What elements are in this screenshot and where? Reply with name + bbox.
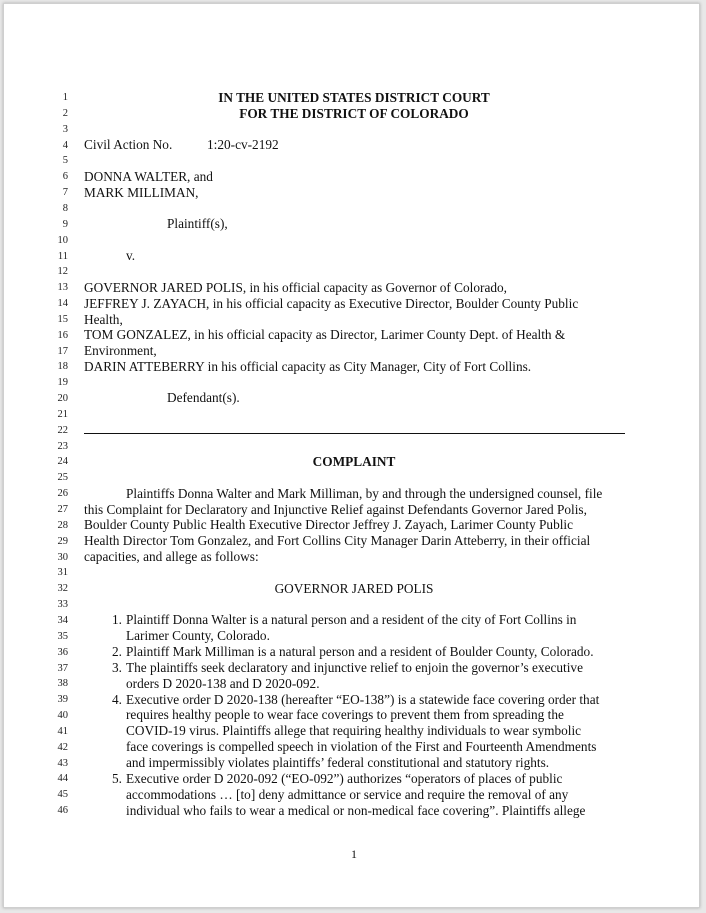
- line-number: 14: [57, 298, 68, 309]
- item-line: COVID-19 virus. Plaintiffs allege that requiring healthy individuals to wear symbolic: [126, 723, 582, 738]
- item-line: Larimer County, Colorado.: [126, 628, 270, 643]
- document-page: [3, 3, 700, 908]
- plaintiff-role: Plaintiff(s),: [167, 216, 228, 231]
- item-line: The plaintiffs seek declaratory and injunctive relief to enjoin the governor’s executive: [126, 660, 583, 675]
- item-line: requires healthy people to wear face coverings to prevent them from spreading the: [126, 707, 564, 722]
- line-number: 9: [62, 219, 68, 230]
- case-number: 1:20-cv-2192: [207, 137, 279, 152]
- line-number: 27: [57, 504, 68, 515]
- line-number: 19: [57, 377, 68, 388]
- line-number: 33: [57, 599, 68, 610]
- plaintiff-line1: DONNA WALTER, and: [84, 169, 213, 184]
- line-number: 41: [57, 726, 68, 737]
- line-number: 8: [62, 203, 68, 214]
- line-number: 37: [57, 663, 68, 674]
- item-line: Plaintiff Donna Walter is a natural person and a resident of the city of Fort Collins in: [126, 612, 577, 627]
- page-number: 1: [351, 847, 357, 861]
- line-number: 13: [57, 282, 68, 293]
- section-heading: GOVERNOR JARED POLIS: [274, 581, 434, 596]
- line-number: 29: [57, 536, 68, 547]
- line-number: 23: [57, 441, 68, 452]
- line-number: 42: [57, 742, 68, 753]
- item-line: accommodations … [to] deny admittance or service and require the removal of any: [126, 787, 569, 802]
- defendant-line: TOM GONZALEZ, in his official capacity as Director, Larimer County Dept. of Health &: [84, 327, 566, 342]
- line-number: 22: [57, 425, 68, 436]
- item-number: 1.: [112, 612, 122, 627]
- case-label: Civil Action No.: [84, 137, 173, 152]
- item-line: Plaintiff Mark Milliman is a natural person and a resident of Boulder County, Colorado.: [126, 644, 594, 659]
- item-line: orders D 2020-138 and D 2020-092.: [126, 676, 320, 691]
- defendant-line: Environment,: [84, 343, 157, 358]
- defendant-line: Health,: [84, 312, 123, 327]
- item-line: and impermissibly violates plaintiffs’ federal constitutional and statutory rights.: [126, 755, 550, 770]
- line-number: 43: [57, 758, 68, 769]
- line-number: 28: [57, 520, 68, 531]
- line-number: 34: [57, 615, 68, 626]
- line-number: 38: [57, 678, 68, 689]
- line-number: 35: [57, 631, 68, 642]
- intro-line: this Complaint for Declaratory and Injunctive Relief against Defendants Governor Jared Polis,: [84, 502, 587, 517]
- intro-line: Health Director Tom Gonzalez, and Fort Collins City Manager Darin Atteberry, in their official: [84, 533, 591, 548]
- line-number: 10: [57, 235, 68, 246]
- line-number: 39: [57, 694, 68, 705]
- line-number: 17: [57, 346, 68, 357]
- line-number: 4: [62, 140, 68, 151]
- item-number: 5.: [112, 771, 122, 786]
- court-title-line1: IN THE UNITED STATES DISTRICT COURT: [218, 90, 490, 105]
- line-number: 26: [57, 488, 68, 499]
- line-number: 6: [62, 171, 68, 182]
- intro-line: capacities, and allege as follows:: [84, 549, 259, 564]
- line-number: 30: [57, 552, 68, 563]
- line-number: 40: [57, 710, 68, 721]
- line-number: 18: [57, 361, 68, 372]
- line-number: 16: [57, 330, 68, 341]
- versus: v.: [126, 248, 136, 263]
- line-number: 7: [62, 187, 68, 198]
- item-line: face coverings is compelled speech in violation of the First and Fourteenth Amendments: [126, 739, 597, 754]
- court-title-line2: FOR THE DISTRICT OF COLORADO: [239, 106, 469, 121]
- line-number: 15: [57, 314, 68, 325]
- line-number: 2: [62, 108, 68, 119]
- line-number: 12: [57, 266, 68, 277]
- line-number: 31: [57, 567, 68, 578]
- item-number: 4.: [112, 692, 122, 707]
- item-line: Executive order D 2020-138 (hereafter “EO-138”) is a statewide face covering order that: [126, 692, 600, 707]
- plaintiff-line2: MARK MILLIMAN,: [84, 185, 199, 200]
- line-number: 46: [57, 805, 68, 816]
- line-number: 24: [57, 456, 68, 467]
- line-number: 20: [57, 393, 68, 404]
- defendant-role: Defendant(s).: [167, 390, 240, 405]
- item-number: 2.: [112, 644, 122, 659]
- line-number: 21: [57, 409, 68, 420]
- intro-line: Boulder County Public Health Executive Director Jeffrey J. Zayach, Larimer County Public: [84, 517, 574, 532]
- intro-line: Plaintiffs Donna Walter and Mark Milliman, by and through the undersigned counsel, file: [126, 486, 603, 501]
- line-number: 1: [62, 92, 68, 103]
- line-number: 25: [57, 472, 68, 483]
- caption-divider: [84, 433, 625, 434]
- line-number: 36: [57, 647, 68, 658]
- defendant-line: DARIN ATTEBERRY in his official capacity as City Manager, City of Fort Collins.: [84, 359, 532, 374]
- defendant-line: GOVERNOR JARED POLIS, in his official capacity as Governor of Colorado,: [84, 280, 507, 295]
- item-line: individual who fails to wear a medical or non-medical face covering”. Plaintiffs allege: [126, 803, 586, 818]
- line-number: 3: [62, 124, 68, 135]
- line-number: 44: [57, 773, 68, 784]
- line-number: 45: [57, 789, 68, 800]
- line-number: 32: [57, 583, 68, 594]
- item-number: 3.: [112, 660, 122, 675]
- defendant-line: JEFFREY J. ZAYACH, in his official capacity as Executive Director, Boulder County Public: [84, 296, 579, 311]
- item-line: Executive order D 2020-092 (“EO-092”) authorizes “operators of places of public: [126, 771, 563, 786]
- line-number: 11: [57, 251, 68, 262]
- complaint-title: COMPLAINT: [312, 454, 396, 469]
- line-number: 5: [62, 155, 68, 166]
